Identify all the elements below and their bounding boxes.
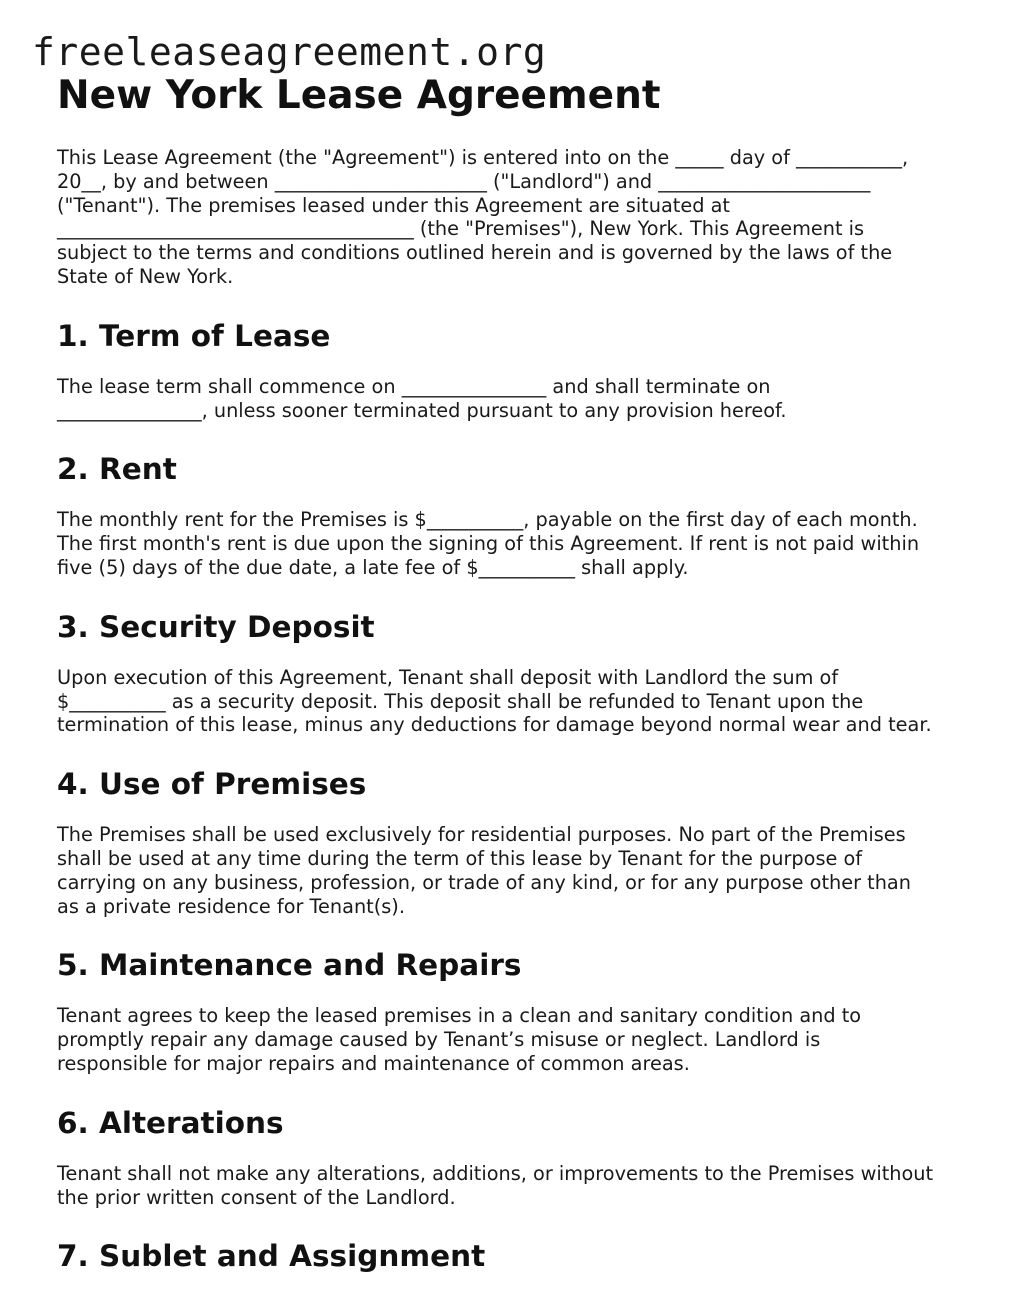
section-use-of-premises: [57, 766, 967, 918]
section-heading: 7. Sublet and Assignment: [57, 1239, 486, 1274]
document-title: New York Lease Agreement: [57, 73, 661, 118]
site-watermark: freeleaseagreement.org: [32, 30, 547, 74]
section-rent: [57, 451, 967, 579]
intro-paragraph: This Lease Agreement (the "Agreement") is entered into on the _____ day of ___________, 20__, by and between ______________________ ("Landlord") and ______________________ ("Tenant"). The premises leased under this Agreement are situated at _____________________________________ (the "Premises"), New York. This Agreement is subject to the terms and conditions outlined herein and is governed by the laws of the State of New York.: [57, 146, 909, 288]
section-security-deposit: [57, 609, 967, 737]
lease-document: [57, 72, 967, 1274]
section-text: Tenant shall not make any alterations, additions, or improvements to the Premises without the prior written consent of the Landlord.: [57, 1161, 934, 1209]
section-maintenance-and-repairs: [57, 947, 967, 1075]
section-heading: 3. Security Deposit: [57, 609, 375, 644]
section-heading: 6. Alterations: [57, 1105, 284, 1140]
section-text: The Premises shall be used exclusively for residential purposes. No part of the Premises shall be used at any time during the term of this lease by Tenant for the purpose of carrying on any business, profession, or trade of any kind, or for any purpose other than as a private residence for Tenant(s).: [57, 823, 911, 918]
section-heading: 1. Term of Lease: [57, 318, 331, 353]
section-heading: 5. Maintenance and Repairs: [57, 948, 522, 983]
section-text: Tenant agrees to keep the leased premises in a clean and sanitary condition and to promptly repair any damage caused by Tenant’s misuse or neglect. Landlord is responsible for major repairs and maintenance of common areas.: [57, 1004, 862, 1075]
section-heading: 4. Use of Premises: [57, 767, 367, 802]
section-alterations: [57, 1105, 967, 1210]
section-sublet-and-assignment: [57, 1238, 967, 1274]
section-text: The lease term shall commence on _______________ and shall terminate on _______________, unless sooner terminated pursuant to any provision hereof.: [57, 374, 787, 422]
section-heading: 2. Rent: [57, 452, 177, 487]
section-term-of-lease: [57, 318, 967, 423]
section-text: Upon execution of this Agreement, Tenant shall deposit with Landlord the sum of $__________ as a security deposit. This deposit shall be refunded to Tenant upon the termination of this lease, minus any deductions for damage beyond normal wear and tear.: [57, 665, 932, 737]
section-text: The monthly rent for the Premises is $__________, payable on the first day of each month. The first month's rent is due upon the signing of this Agreement. If rent is not paid within five (5) days of the due date, a late fee of $__________ shall apply.: [57, 508, 920, 579]
